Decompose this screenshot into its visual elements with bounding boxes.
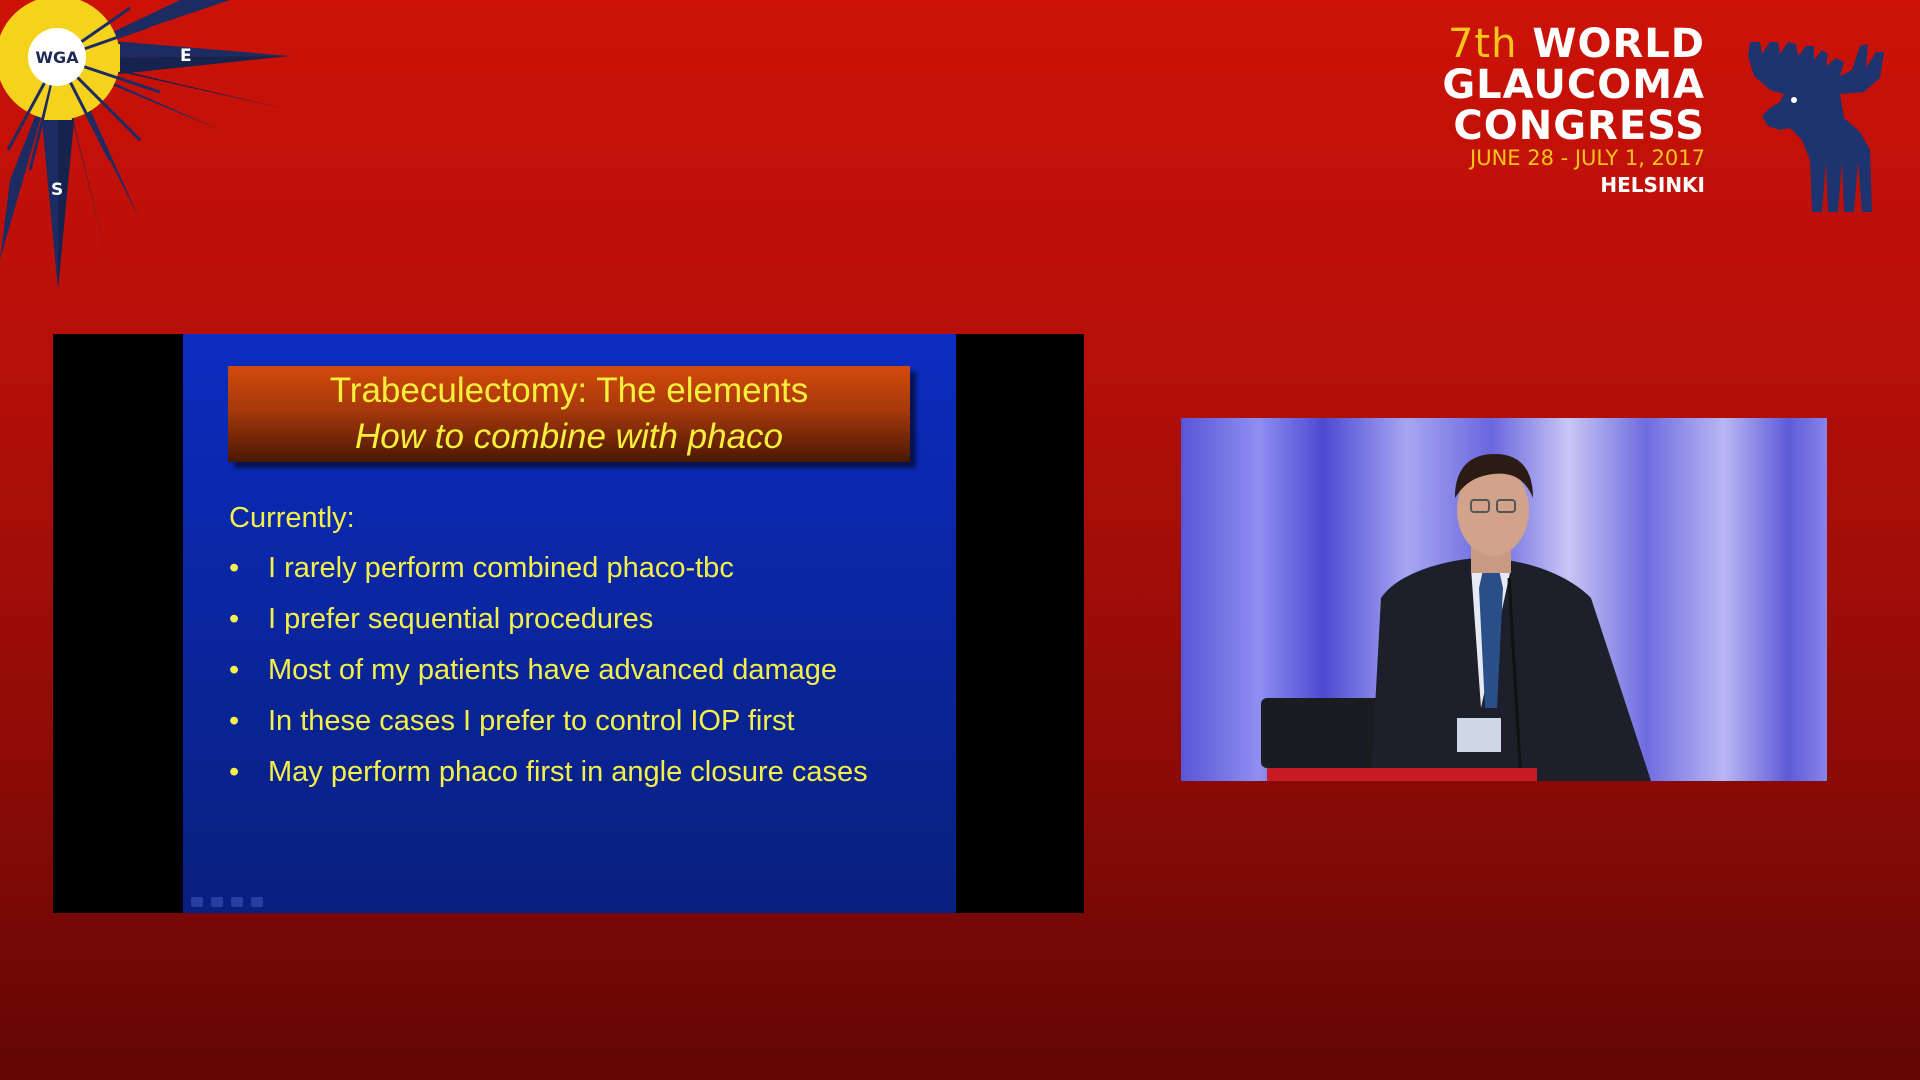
compass-east-label: E (180, 46, 192, 66)
bullet-text: I rarely perform combined phaco-tbc (268, 552, 734, 584)
congress-title-line2: GLAUCOMA (1442, 62, 1705, 108)
slide-title-box (228, 366, 910, 462)
bullet-text: In these cases I prefer to control IOP first (268, 705, 795, 737)
next-slide-icon[interactable] (251, 897, 263, 907)
compass-south-label: S (51, 180, 64, 200)
bullet-text: I prefer sequential procedures (268, 603, 654, 635)
slide-subtitle: How to combine with phaco (355, 417, 783, 456)
speaker-video (1181, 418, 1827, 781)
bullet-text: May perform phaco first in angle closure cases (268, 756, 868, 788)
bullet-list (229, 549, 929, 791)
wga-logo (0, 0, 300, 300)
bullet-text: Most of my patients have advanced damage (268, 654, 838, 686)
moose-icon (1740, 22, 1890, 212)
bullet-dot-icon: • (229, 552, 240, 584)
congress-dates: JUNE 28 - JULY 1, 2017 (1470, 146, 1705, 170)
slide-menu-icon[interactable] (231, 897, 243, 907)
slide-title: Trabeculectomy: The elements (329, 371, 809, 410)
slide-panel (53, 334, 1084, 913)
bullet-item (229, 651, 929, 689)
bullet-item (229, 753, 929, 791)
congress-title-line1 (1442, 21, 1705, 67)
congress-title-line3: CONGRESS (1453, 103, 1705, 149)
slide-toolbar[interactable] (191, 897, 263, 907)
pen-icon[interactable] (211, 897, 223, 907)
slide-intro: Currently: (229, 502, 355, 534)
slide-body (229, 502, 929, 804)
bullet-dot-icon: • (229, 603, 240, 635)
congress-city: HELSINKI (1600, 173, 1705, 197)
previous-slide-icon[interactable] (191, 897, 203, 907)
bullet-item (229, 702, 929, 740)
bullet-dot-icon: • (229, 756, 240, 788)
congress-edition: 7th (1447, 21, 1518, 67)
bullet-dot-icon: • (229, 705, 240, 737)
presentation-slide (183, 334, 956, 913)
bullet-item (229, 549, 929, 587)
bullet-dot-icon: • (229, 654, 240, 686)
congress-branding (1442, 21, 1705, 197)
bullet-item (229, 600, 929, 638)
speaker-figure (1181, 418, 1827, 781)
wga-badge: WGA (28, 28, 86, 86)
congress-word-world: WORLD (1532, 21, 1705, 67)
